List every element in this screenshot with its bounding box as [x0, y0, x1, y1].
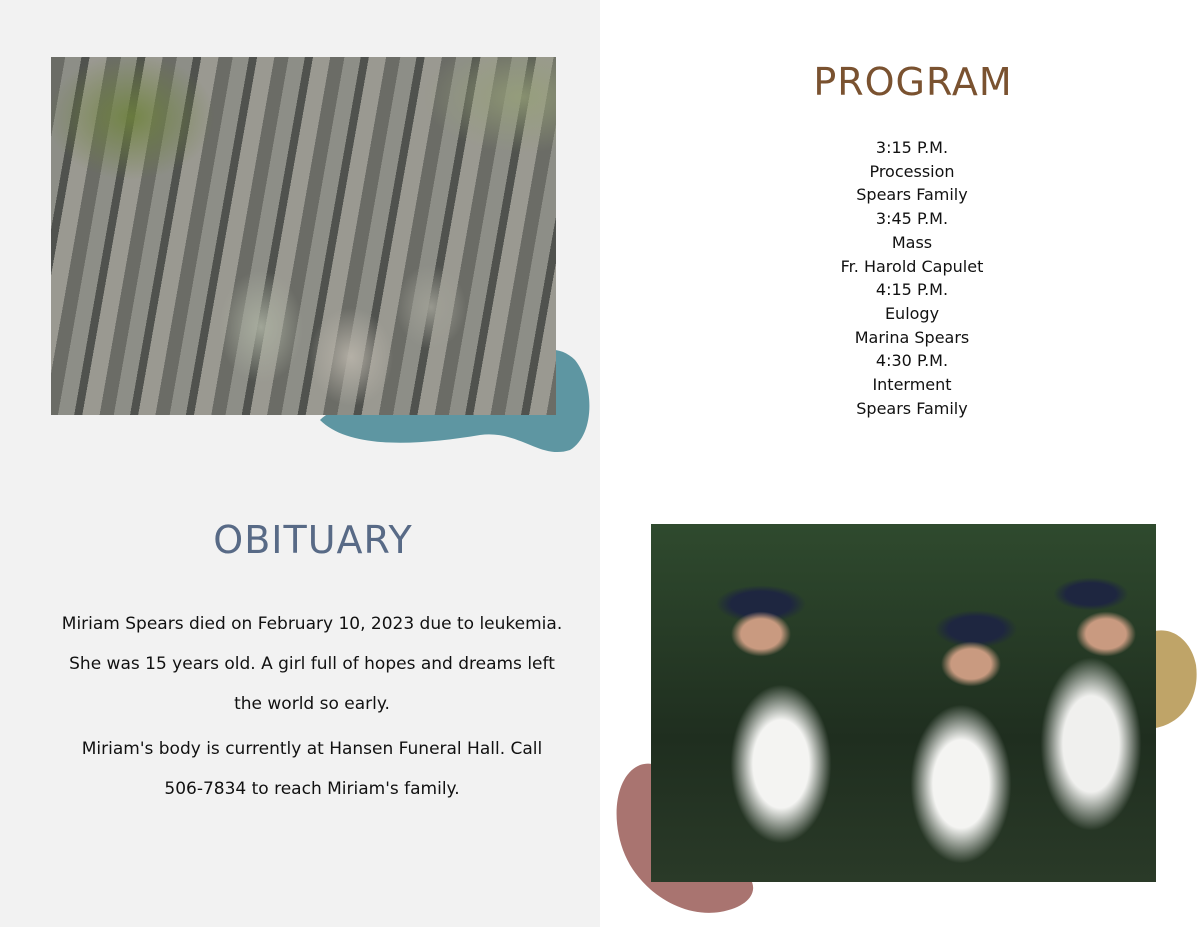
program-line: Eulogy — [884, 303, 940, 323]
program-line: Marina Spears — [854, 327, 970, 347]
cemetery-photo — [51, 57, 556, 415]
program-line: Spears Family — [856, 185, 968, 205]
program-line: Interment — [872, 375, 952, 395]
program-line: Procession — [869, 161, 955, 181]
program-line: 4:30 P.M. — [875, 351, 949, 371]
veterans-honor-guard-photo — [651, 524, 1156, 882]
program-line: Fr. Harold Capulet — [840, 256, 984, 276]
obituary-title: OBITUARY — [213, 518, 413, 562]
program-line: Spears Family — [856, 398, 968, 418]
program-line: 3:15 P.M. — [875, 138, 949, 157]
program-title: PROGRAM — [813, 60, 1013, 104]
obituary-text — [60, 604, 564, 814]
obituary-paragraph: Miriam's body is currently at Hansen Funeral Hall. Call 506-7834 to reach Miriam's family. — [81, 739, 543, 799]
program-line: Mass — [891, 232, 933, 252]
program-line: 4:15 P.M. — [875, 280, 949, 300]
program-list — [600, 136, 1200, 420]
obituary-paragraph: Miriam Spears died on February 10, 2023 due to leukemia. She was 15 years old. A girl full of hopes and dreams left the world so early. — [61, 614, 563, 714]
program-line: 3:45 P.M. — [875, 209, 949, 229]
